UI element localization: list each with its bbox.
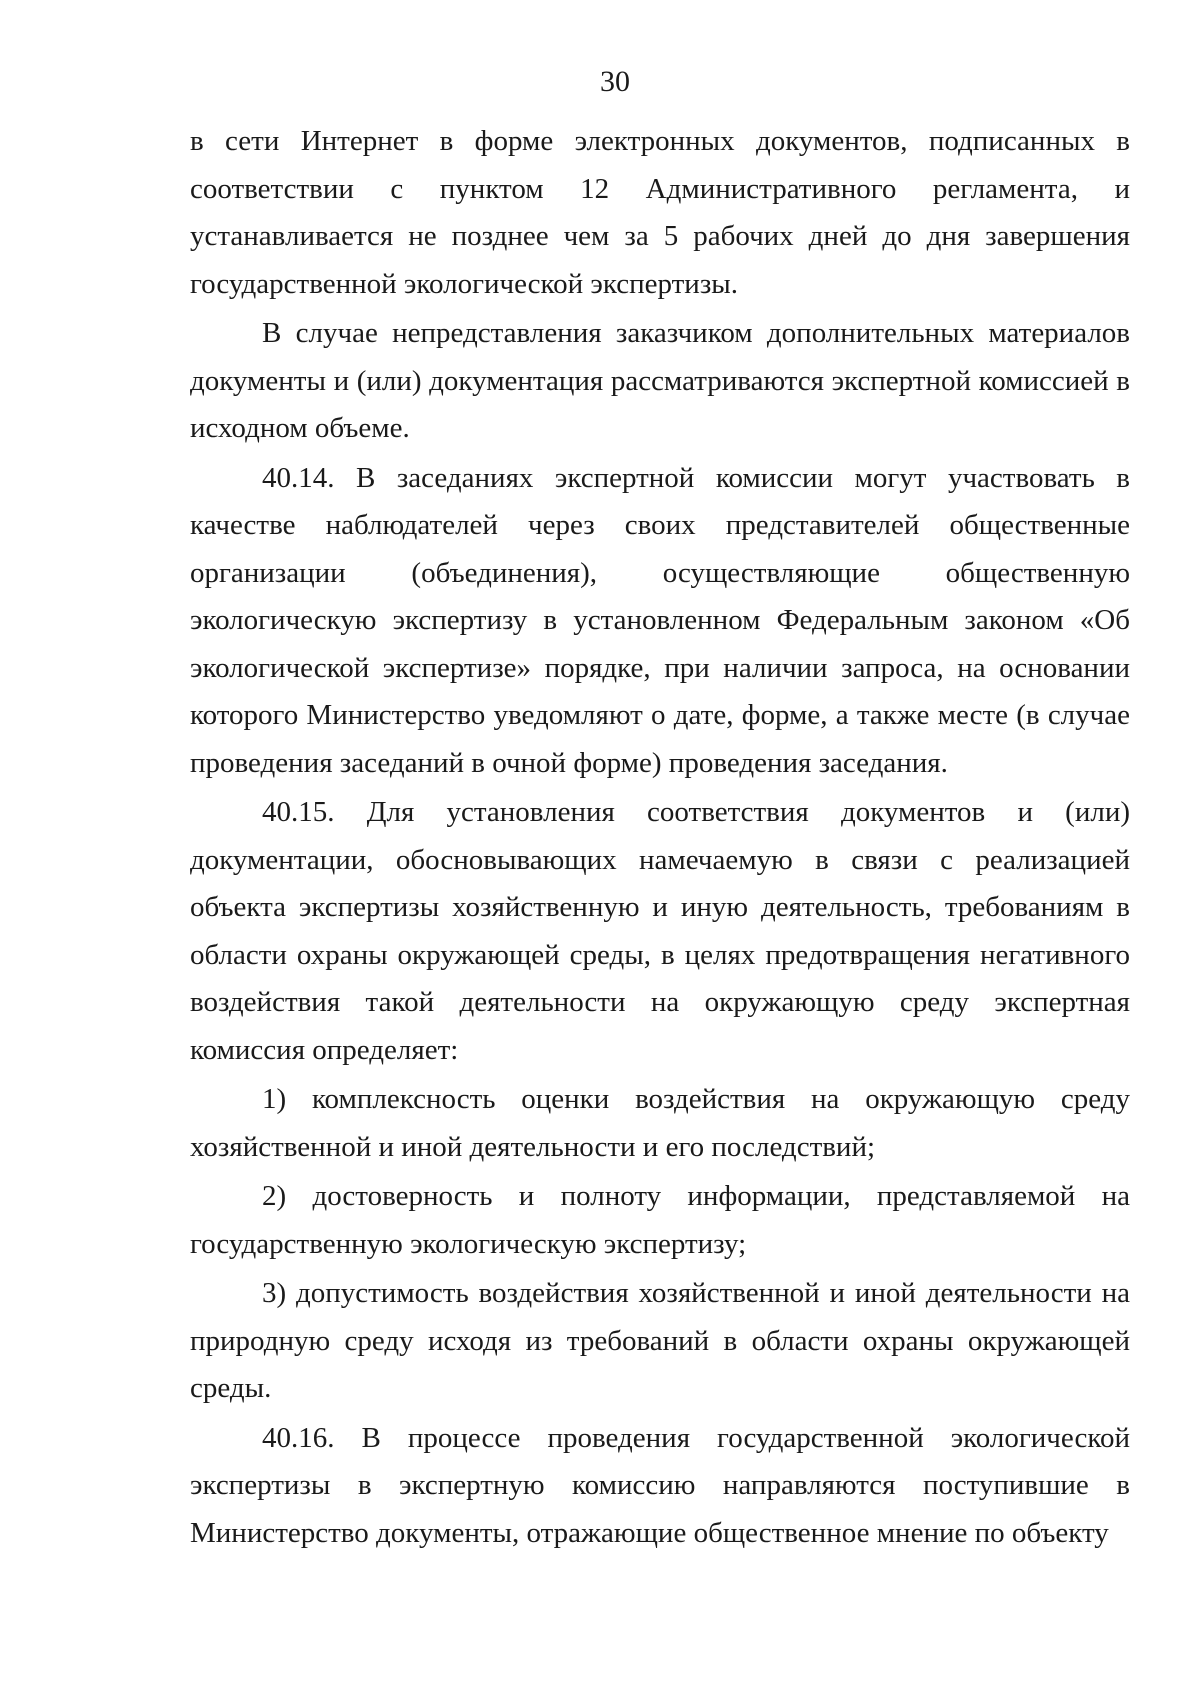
list-item-1: 1) комплексность оценки воздействия на окружающую среду хозяйственной и иной деятельности и его последствий;: [190, 1083, 1130, 1163]
paragraph-40-16: 40.16. В процессе проведения государственной экологической экспертизы в экспертную комиссию направляются поступившие в Министерство документы, отражающие общественное мнение по объекту: [190, 1421, 1130, 1549]
list-item-3: 3) допустимость воздействия хозяйственной и иной деятельности на природную среду исходя из требований в области охраны окружающей среды.: [190, 1277, 1130, 1404]
paragraph-40-15: 40.15. Для установления соответствия документов и (или) документации, обосновывающих намечаемую в связи с реализацией объекта экспертизы хозяйственную и иную деятельность, требованиям в области охраны окружающей среды, в целях предотвращения негативного воздействия такой деятельности на окружающую среду экспертная комиссия определяет:: [190, 796, 1130, 1066]
paragraph-continuation: в сети Интернет в форме электронных документов, подписанных в соответствии с пунктом 12 Административного регламента, и устанавливается не позднее чем за 5 рабочих дней до дня завершения государственной экологической экспертизы.: [190, 125, 1130, 300]
page-number: 30: [600, 65, 630, 98]
paragraph-no-additional-materials: В случае непредставления заказчиком дополнительных материалов документы и (или) документация рассматриваются экспертной комиссией в исходном объеме.: [190, 317, 1130, 444]
list-item-2: 2) достоверность и полноту информации, представляемой на государственную экологическую экспертизу;: [190, 1180, 1130, 1260]
document-body: [190, 118, 1130, 1557]
paragraph-40-14: 40.14. В заседаниях экспертной комиссии могут участвовать в качестве наблюдателей через своих представителей общественные организации (объединения), осуществляющие общественную экологическую экспертизу в установленном Федеральным законом «Об экологической экспертизе» порядке, при наличии запроса, на основании которого Министерство уведомляют о дате, форме, а также месте (в случае проведения заседаний в очной форме) проведения заседания.: [190, 461, 1130, 779]
